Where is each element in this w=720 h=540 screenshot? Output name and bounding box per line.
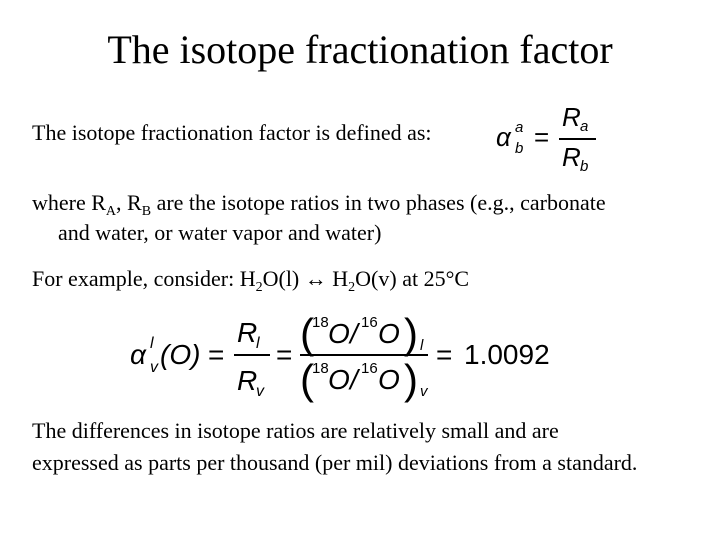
alpha-superscript: a [515,119,524,136]
eq-equals-2: = [276,339,293,370]
eq-result: 1.0092 [464,339,550,370]
den-O-16: O [378,364,400,395]
eq-den-R: R [237,365,258,396]
double-arrow-icon: ↔ [304,266,327,291]
num-iso-18: 18 [312,314,329,331]
equals-sign: = [534,122,550,152]
numerator-R: R [562,102,581,132]
fractionation-equation [128,310,568,410]
den-O-18: O [328,364,350,395]
denominator-sub: b [580,158,589,175]
definition-text: The isotope fractionation factor is defined as: [32,120,432,145]
eq-num-sub: l [256,335,260,352]
alpha-symbol: α [496,122,511,152]
example-sub-2: 2 [348,280,356,295]
den-iso-16: 16 [361,360,378,377]
example-text-3: H [326,266,349,291]
where-text-2: , R [116,190,142,215]
where-sub-a: A [105,204,117,219]
where-sub-b: B [141,204,152,219]
where-text-3: are the isotope ratios in two phases (e.g., carbonate [151,190,606,215]
den-slash: / [350,364,358,395]
num-outer-sub: l [420,337,424,354]
where-text-1: where R [32,190,106,215]
num-paren-open: ( [300,310,314,357]
eq-equals-3: = [436,339,453,370]
eq-alpha-sup: l [150,335,154,352]
example-text-4: O(v) at 25°C [355,266,470,291]
where-line-2: and water, or water vapor and water) [58,220,382,245]
den-paren-open: ( [300,356,314,403]
den-outer-sub: v [420,383,428,400]
conclusion-line-2: expressed as parts per thousand (per mil) deviations from a standard. [32,450,638,475]
eq-num-R: R [237,317,258,348]
num-O-16: O [378,318,400,349]
num-O-18: O [328,318,350,349]
alpha-subscript: b [515,140,524,157]
eq-alpha: α [130,339,146,370]
example-sub-1: 2 [255,280,263,295]
eq-equals-1: = [208,339,225,370]
eq-paren-o: (O) [160,339,201,370]
eq-alpha-sub: v [150,359,158,376]
numerator-sub: a [580,118,589,135]
conclusion-line-1: The differences in isotope ratios are relatively small and are [32,418,559,443]
example-text-2: O(l) [262,266,305,291]
num-paren-close: ) [404,310,418,357]
definition-equation [492,98,602,178]
denominator-R: R [562,142,581,172]
den-iso-18: 18 [312,360,329,377]
num-iso-16: 16 [361,314,378,331]
where-paragraph [32,188,606,218]
example-line [32,264,469,294]
den-paren-close: ) [404,356,418,403]
num-slash: / [350,318,358,349]
eq-den-sub: v [256,383,264,400]
slide-title: The isotope fractionation factor [107,27,613,72]
example-text-1: For example, consider: H [32,266,256,291]
